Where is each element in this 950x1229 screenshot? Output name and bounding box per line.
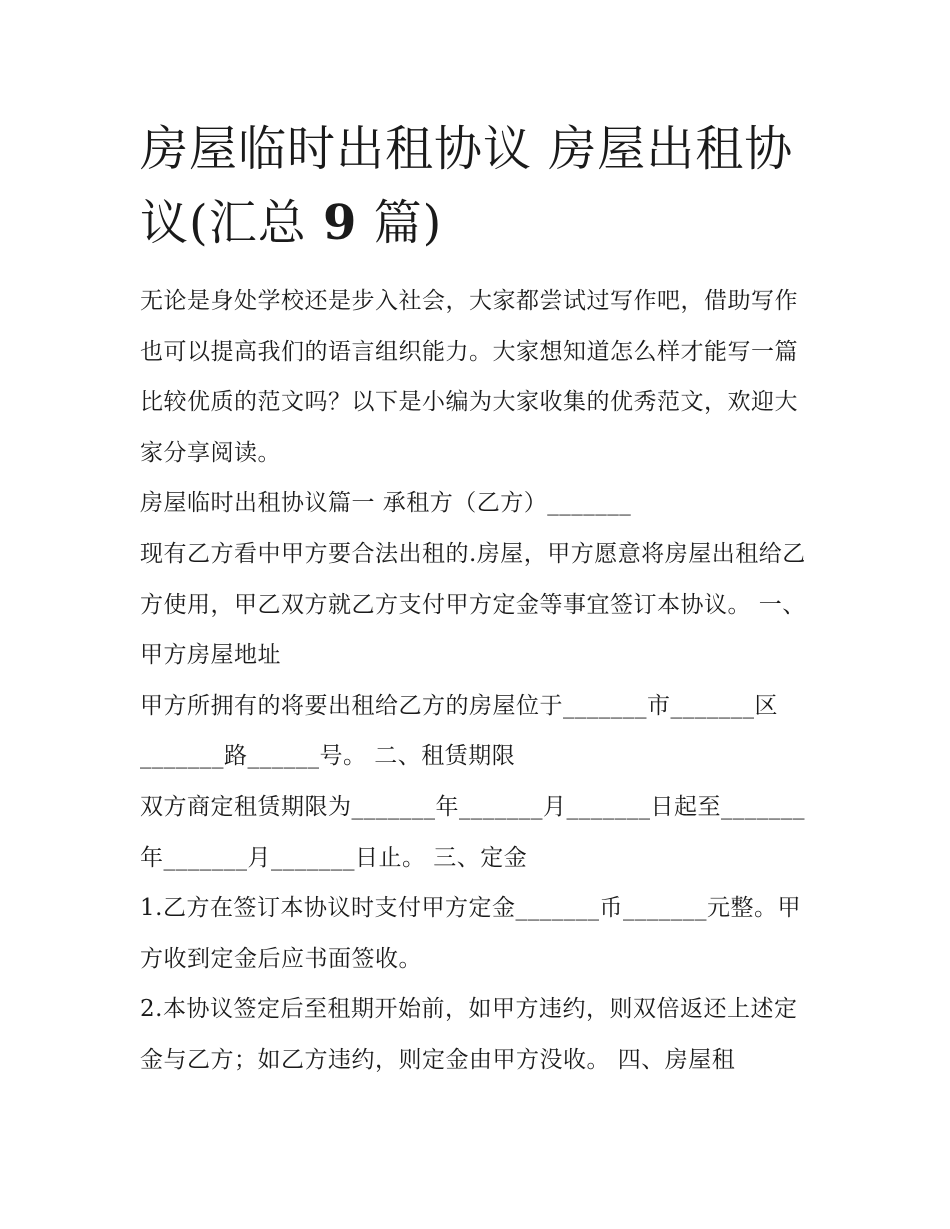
lease-term-paragraph: 双方商定租赁期限为_______年_______月_______日起至_______年_______月_______日止。 三、定金 [140, 793, 805, 871]
document-page [140, 112, 820, 1086]
title-line-2-prefix: 议(汇总 [140, 195, 307, 251]
document-title [140, 112, 820, 260]
section-heading-tenant: 房屋临时出租协议篇一 承租方（乙方）_______ [140, 490, 632, 517]
deposit-clause-1: 1.乙方在签订本协议时支付甲方定金_______币_______元整。甲方收到定金后应书面签收。 [140, 895, 801, 972]
address-paragraph: 甲方所拥有的将要出租给乙方的房屋位于_______市_______区_______路______号。 二、租赁期限 [140, 692, 778, 770]
title-line-1: 房屋临时出租协议 房屋出租协 [140, 121, 794, 177]
intro-paragraph: 无论是身处学校还是步入社会，大家都尝试过写作吧，借助写作也可以提高我们的语言组织能力。大家想知道怎么样才能写一篇比较优质的范文吗？以下是小编为大家收集的优秀范文，欢迎大家分享阅读。 [140, 288, 798, 466]
agreement-paragraph: 现有乙方看中甲方要合法出租的.房屋，甲方愿意将房屋出租给乙方使用，甲乙双方就乙方支付甲方定金等事宜签订本协议。 一、甲方房屋地址 [140, 540, 806, 669]
title-number: 9 [323, 195, 358, 251]
deposit-clause-2: 2.本协议签定后至租期开始前，如甲方违约，则双倍返还上述定金与乙方；如乙方违约，则定金由甲方没收。 四、房屋租 [140, 996, 798, 1073]
title-line-2-suffix: 篇) [373, 195, 443, 251]
